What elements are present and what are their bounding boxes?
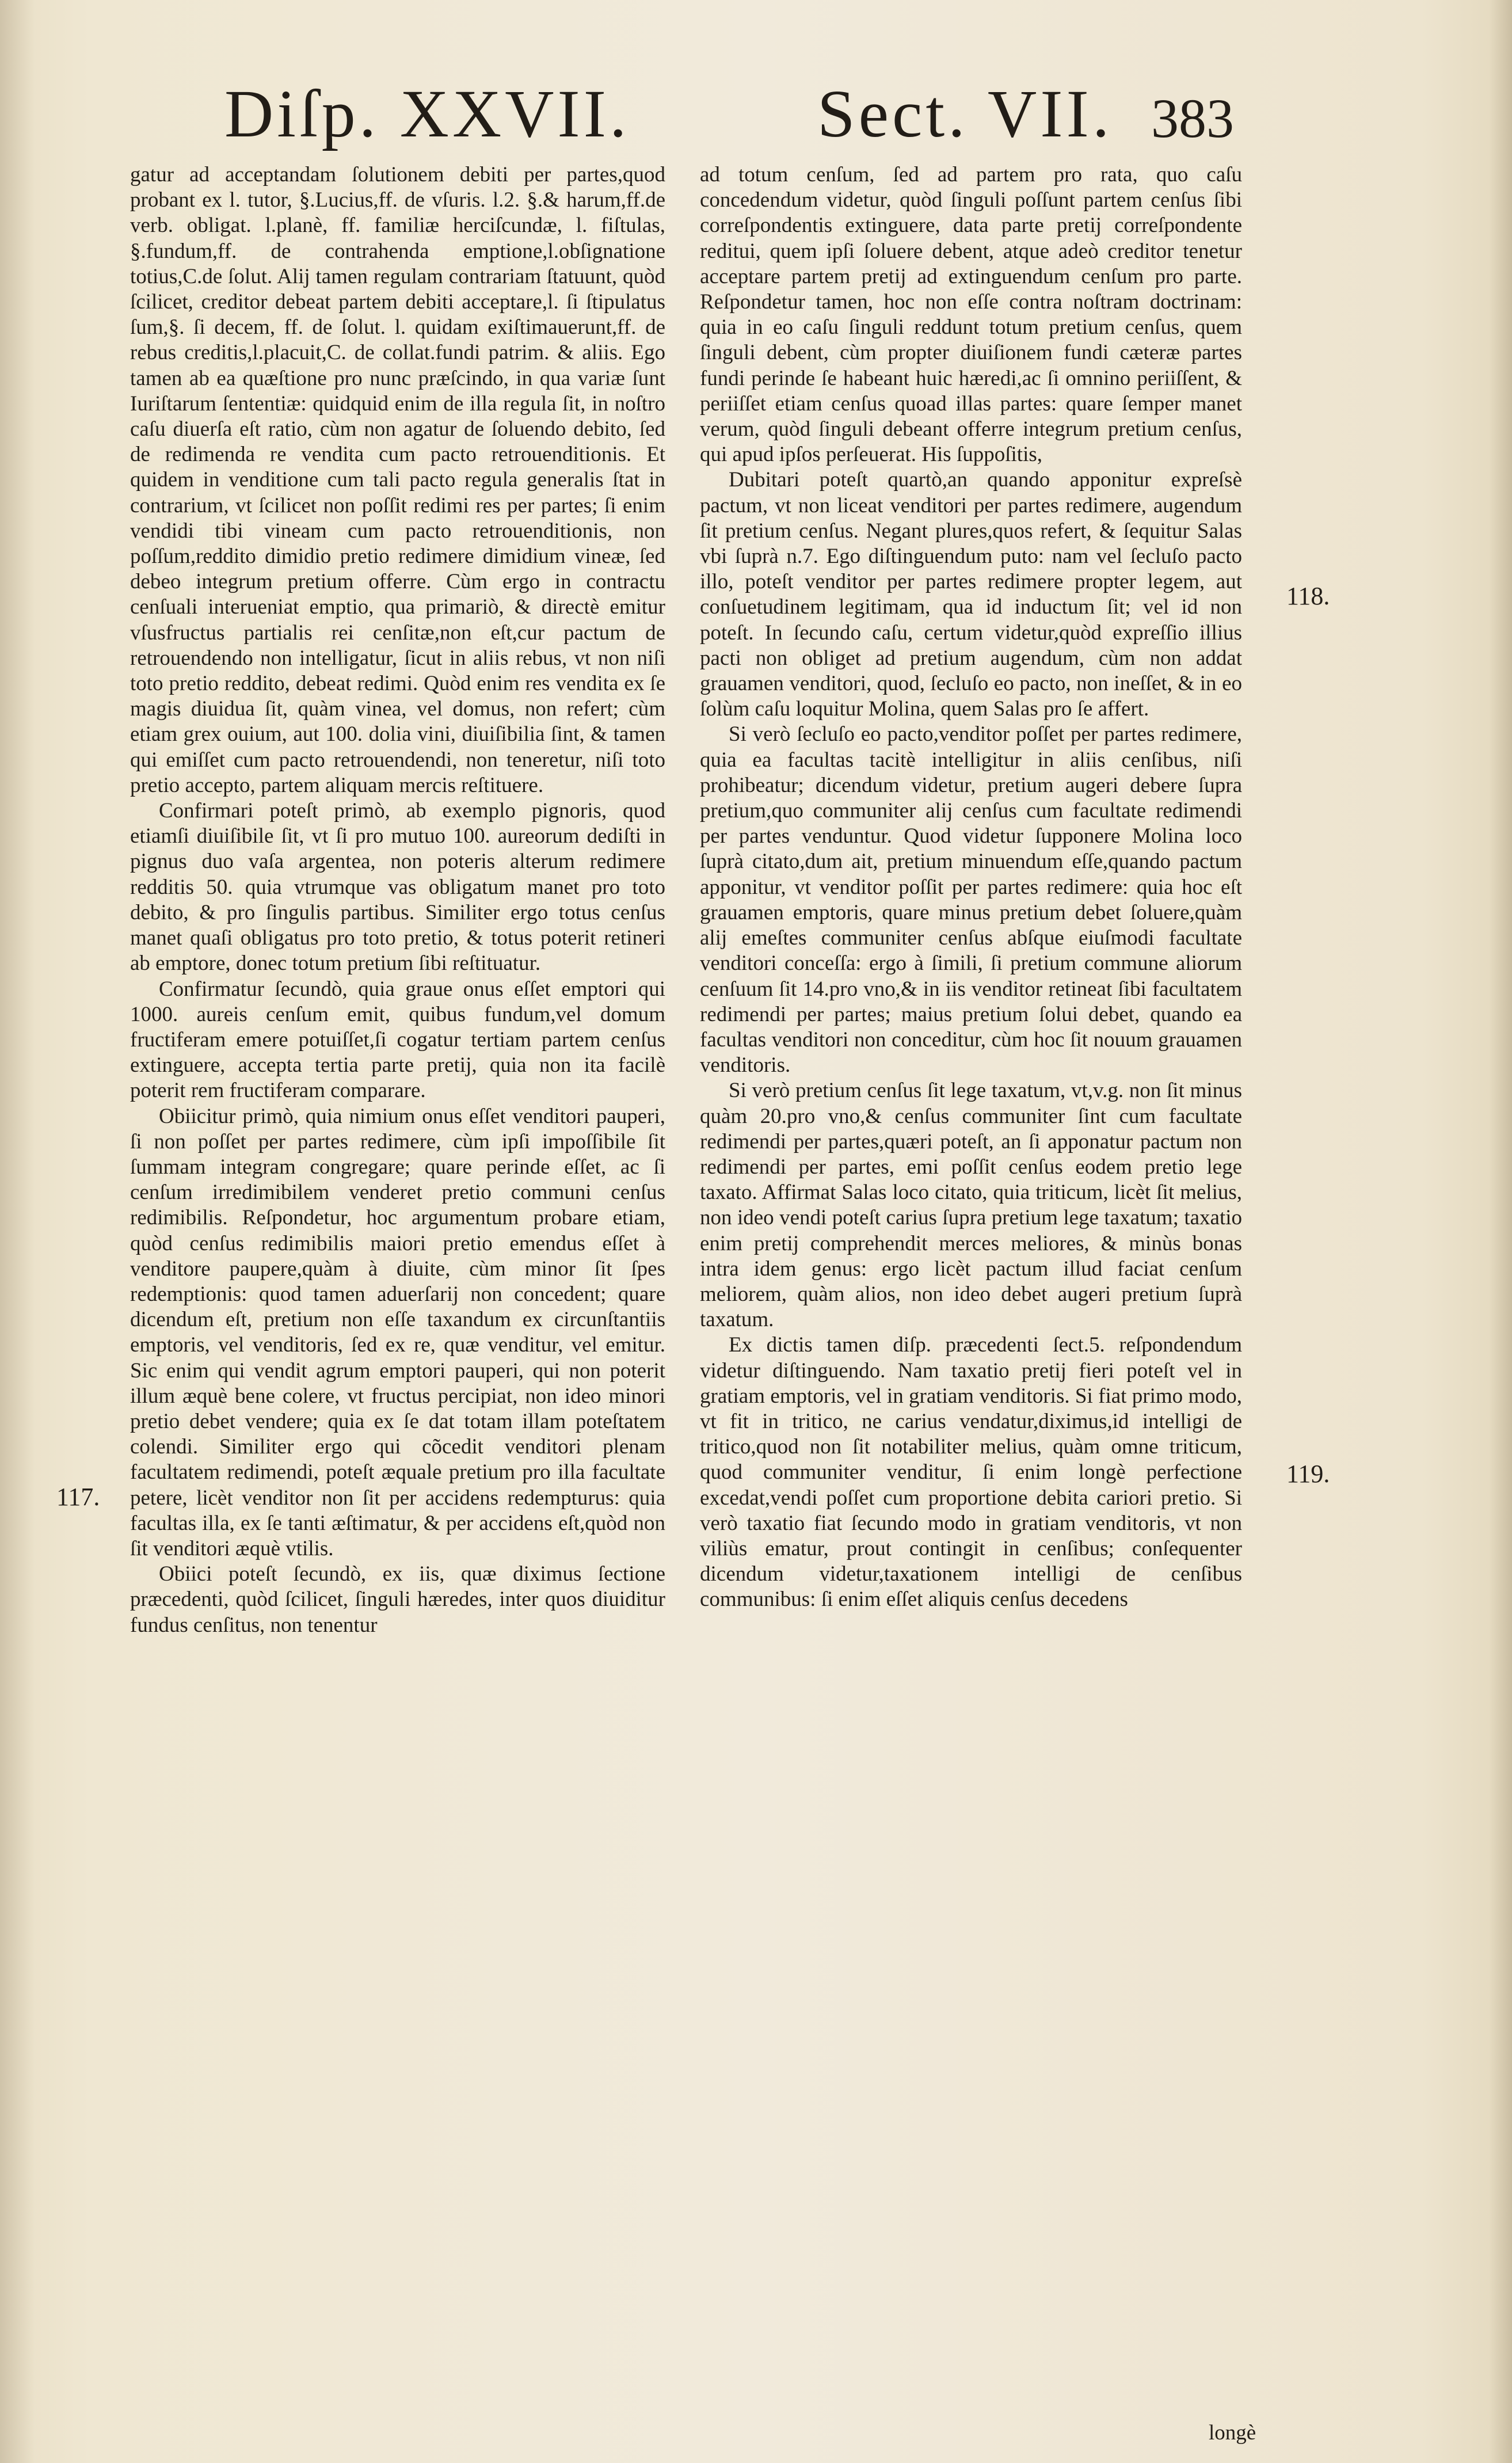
paragraph: Si verò pretium cenſus ſit lege taxatum, vt,v.g. non ſit minus quàm 20.pro vno,& cenſus communiter ſint cum facultate redimendi per partes,quæri poteſt, an ſi apponatur pactum non redimendi per partes, emi poſſit cenſus eodem pretio lege taxato. Affirmat Salas loco citato, quia triticum, licèt ſit melius, non ideo vendi poteſt carius ſupra pretium lege taxatum; taxatio enim pretij comprehendit merces meliores, & minùs bonas intra idem genus: ergo licèt pactum illud faciat cenſum meliorem, quàm alios, non ideo debet augeri pretium ſuprà taxatum.	[700, 1079, 1242, 1332]
margin-number-118: 118.	[1286, 582, 1330, 610]
paragraph: Ex dictis tamen diſp. præcedenti ſect.5. reſpondendum videtur diſtinguendo. Nam taxatio pretij fieri poteſt vel in gratiam emptoris, vel in gratiam venditoris. Si fiat primo modo, vt fit in tritico, ne carius vendatur,diximus,id intelligi de tritico,quod non ſit notabiliter melius, quàm omne triticum, quod communiter venditur, ſi enim longè perfectione excedat,vendi poſſet cum proportione debita cariori pretio. Si verò taxatio fiat ſecundo modo in gratiam venditoris, vt non viliùs ematur, prout contingit in cenſibus; conſequenter dicendum videtur,taxationem intelligi de cenſibus communibus: ſi enim eſſet aliquis cenſus decedens	[700, 1333, 1242, 1612]
paragraph: gatur ad acceptandam ſolutionem debiti per partes,quod probant ex l. tutor, §.Lucius,ff. de vſuris. l.2. §.& harum,ff.de verb. obligat. l.planè, ff. familiæ herciſcundæ, l. fiſtulas, §.fundum,ff. de contrahenda emptione,l.obſignatione totius,C.de ſolut. Alij tamen regulam contrariam ſtatuunt, quòd ſcilicet, creditor debeat partem debiti acceptare,l. ſi ſtipulatus ſum,§. ſi decem, ff. de ſolut. l. quidam exiſtimauerunt,ff. de rebus creditis,l.placuit,C. de collat.fundi patrim. & aliis. Ego tamen ab ea quæſtione pro nunc præſcindo, in qua variæ ſunt Iuriſtarum ſententiæ: quidquid enim de illa regula ſit, in noſtro caſu diuerſa eſt ratio, cùm non agatur de ſoluendo debito, ſed de redimenda re vendita cum pacto retrouenditionis. Et quidem in venditione cum tali pacto regula generalis ſtat in contrarium, vt ſcilicet non poſſit redimi res per partes; ſi enim vendidi tibi vineam cum pacto retrouenditionis, non poſſum,reddito dimidio pretio redimere dimidium vineæ, ſed debeo integrum pretium offerre. Cùm ergo in contractu cenſuali interueniat emptio, qua primariò, & directè emitur vſusfructus partialis rei cenſitæ,non eſt,cur pactum de retrouendendo non intelligatur, ſicut in aliis rebus, vt non niſi toto pretio reddito, debeat redimi. Quòd enim res vendita ex ſe magis diuidua ſit, quàm vinea, vel domus, non refert; cùm etiam grex ouium, aut 100. dolia vini, diuiſibilia ſint, & tamen qui emiſſet cum pacto retrouendendi, non teneretur, niſi toto pretio accepto, partem aliquam mercis reſtituere.	[130, 163, 665, 797]
paragraph: ad totum cenſum, ſed ad partem pro rata, quo caſu concedendum videtur, quòd ſinguli poſſunt partem cenſus ſibi correſpondentis extinguere, data parte pretij correſpondente reditui, quem ipſi ſoluere debent, atque adeò creditor tenetur acceptare partem pretij ad extinguendum cenſum pro parte. Reſpondetur tamen, hoc non eſſe contra noſtram doctrinam: quia in eo caſu ſinguli reddunt totum pretium cenſus, quem ſinguli debent, cùm propter diuiſionem fundi cæteræ partes fundi perinde ſe habeant huic hæredi,ac ſi omnino periiſſent, & periiſſet etiam cenſus quoad illas partes: quare ſemper manet verum, quòd ſinguli debeant offerre integrum pretium cenſus, qui apud ipſos perſeuerat. His ſuppoſitis,	[700, 163, 1242, 467]
margin-number-117: 117.	[56, 1483, 100, 1511]
running-head-right: Sect. VII.	[817, 76, 1113, 151]
paragraph: Obiici poteſt ſecundò, ex iis, quæ diximus ſectione præcedenti, quòd ſcilicet, ſinguli hæredes, inter quos diuiditur fundus cenſitus, non tenentur	[130, 1562, 665, 1637]
paragraph: Si verò ſecluſo eo pacto,venditor poſſet per partes redimere, quia ea facultas tacitè intelligitur in aliis cenſibus, niſi prohibeatur; dicendum videtur, pretium augeri debere ſupra pretium,quo communiter alij cenſus cum facultate redimendi per partes venduntur. Quod videtur ſupponere Molina loco ſuprà citato,dum ait, pretium minuendum eſſe,quando pactum apponitur, vt venditor poſſit per partes redimere: quia hoc eſt grauamen emptoris, quare minus pretium debet ſoluere,quàm alij emeſtes communiter cenſus abſque eiuſmodi facultate venditori conceſſa: ergo à ſimili, ſi pretium commune aliorum cenſuum ſit 14.pro vno,& in iis venditor retineat ſibi facultatem redimendi per partes; maius pretium ſolui debet, quando ea facultas venditori non conceditur, cùm hoc ſit nouum grauamen venditoris.	[700, 722, 1242, 1078]
left-column	[130, 162, 665, 1638]
page-header	[0, 75, 1512, 161]
paragraph: Confirmatur ſecundò, quia graue onus eſſet emptori qui 1000. aureis cenſum emit, quibus fundum,vel domum fructiferam emere potuiſſet,ſi cogatur tertiam partem cenſus extinguere, accepta tertia parte pretij, quia non ita facilè poterit rem fructiferam comparare.	[130, 977, 665, 1103]
page-number: 383	[1151, 87, 1234, 149]
paragraph: Obiicitur primò, quia nimium onus eſſet venditori pauperi, ſi non poſſet per partes redimere, cùm ipſi impoſſibile ſit ſummam integram congregare; quare perinde eſſet, ac ſi cenſum irredimibilem venderet pretio communi cenſus redimibilis. Reſpondetur, hoc argumentum probare etiam, quòd cenſus redimibilis maiori pretio emendus eſſet à venditore paupere,quàm à diuite, cùm minor ſit ſpes redemptionis: quod tamen aduerſarij non concedent; quare dicendum eſt, pretium non eſſe taxandum ex circunſtantiis emptoris, vel venditoris, ſed ex re, quæ venditur, vel emitur. Sic enim qui vendit agrum emptori pauperi, qui non poterit illum æquè bene colere, vt fructus percipiat, non ideo minori pretio debet vendere; quia ex ſe dat totam illam poteſtatem colendi. Similiter ergo qui cõcedit venditori plenam facultatem redimendi, poteſt æquale pretium pro illa facultate petere, licèt venditor non ſit per accidens redempturus: quia facultas illa, ex ſe tanti æſtimatur, & per accidens eſt,quòd non ſit venditori æquè vtilis.	[130, 1104, 665, 1560]
right-column	[700, 162, 1242, 1613]
margin-number-119: 119.	[1286, 1460, 1330, 1488]
paragraph: Confirmari poteſt primò, ab exemplo pignoris, quod etiamſi diuiſibile ſit, vt ſi pro mutuo 100. aureorum dediſti in pignus duo vaſa argentea, non poteris alterum redimere redditis 50. quia vtrumque vas obligatum manet pro toto debito, & pro ſingulis partibus. Similiter ergo totus cenſus manet quaſi obligatus pro toto pretio, & totus poterit retineri ab emptore, donec totum pretium ſibi reſtituatur.	[130, 799, 665, 976]
gutter-shadow	[0, 0, 35, 2463]
running-head-left: Diſp. XXVII.	[224, 76, 630, 151]
paragraph: Dubitari poteſt quartò,an quando apponitur expreſsè pactum, vt non liceat venditori per partes redimere, augendum ſit pretium cenſus. Negant plures,quos refert, & ſequitur Salas vbi ſuprà n.7. Ego diſtinguendum puto: nam vel ſecluſo pacto illo, poteſt venditor per partes redimere propter legem, aut conſuetudinem legitimam, qua id inductum ſit; vel id non poteſt. In ſecundo caſu, certum videtur,quòd expreſſio illius pacti non obliget ad pretium augendum, cùm non addat grauamen venditori, quod, ſecluſo eo pacto, non ineſſet, & in eo ſolùm caſu loquitur Molina, quem Salas pro ſe affert.	[700, 468, 1242, 721]
page-edge	[1489, 0, 1512, 2463]
catchword: longè	[1209, 2421, 1256, 2445]
